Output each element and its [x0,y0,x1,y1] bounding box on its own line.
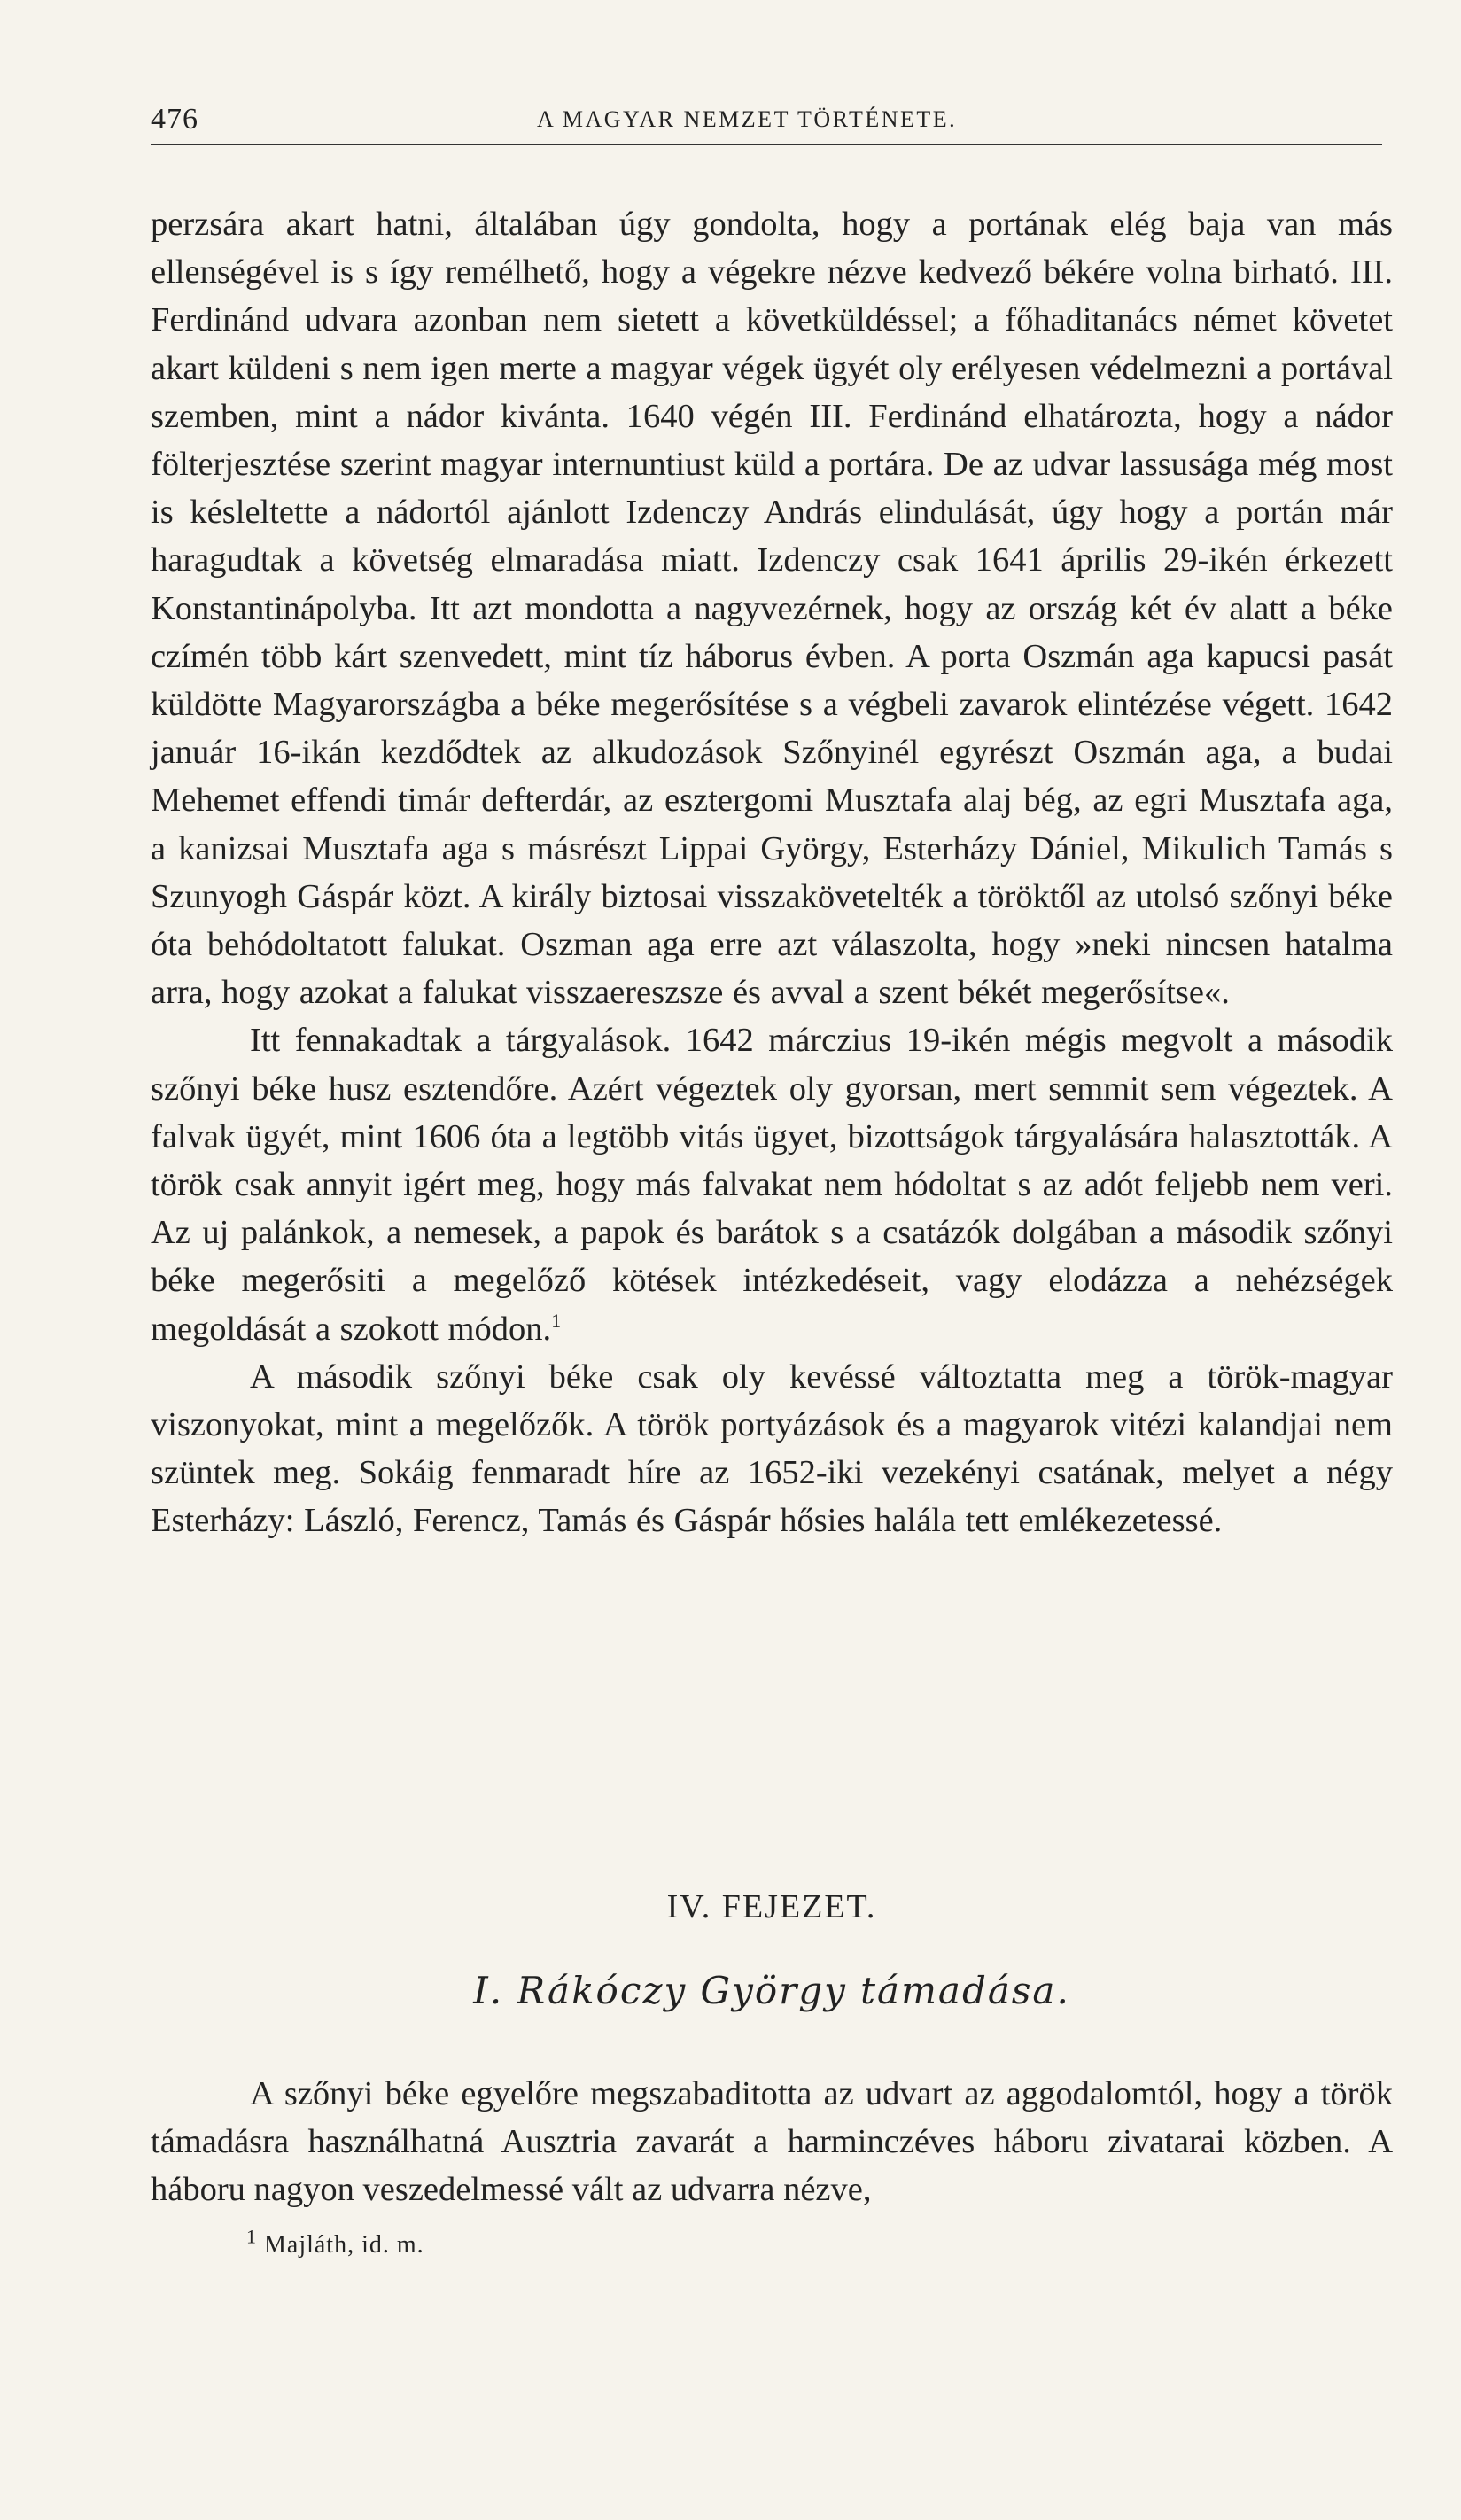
section-title: I. Rákóczy György támadása. [473,1969,1070,2012]
section-paragraph: A szőnyi béke egyelőre megszabaditotta az udvart az aggodalomtól, hogy a török támadásra használhatná Ausztria zavarát a harminczéves háboru zivatarai közben. A háboru nagyon veszedelmessé vált az udvarra nézve, [151,2075,1393,2209]
footnote-marker: 1 [246,2225,257,2248]
body-text [151,200,1393,1545]
paragraph-2 [151,1016,1393,1352]
paragraph-1: perzsára akart hatni, általában úgy gondolta, hogy a portának elég baja van más ellenségével is s így remélhető, hogy a végekre nézve kedvező békére volna birható. III. Ferdinánd udvara azonban nem sietett a követküldéssel; a főhaditanács német követet akart küldeni s nem igen merte a magyar végek ügyét oly erélyesen védelmezni a portával szemben, mint a nádor kivánta. 1640 végén III. Ferdinánd elhatározta, hogy a nádor fölterjesztése szerint magyar internuntiust küld a portára. De az udvar lassusága még most is késleltette a nádortól ajánlott Izdenczy András elindulását, úgy hogy a portán már haragudtak a követség elmaradása miatt. Izdenczy csak 1641 április 29-ikén érkezett Konstantinápolyba. Itt azt mondotta a nagyvezérnek, hogy az ország két év alatt a béke czímén több kárt szenvedett, mint tíz háborus évben. A porta Oszmán aga kapucsi pasát küldötte Magyarországba a béke megerősítése s a végbeli zavarok elintézése végett. 1642 január 16-ikán kezdődtek az alkudozások Szőnyinél egyrészt Oszmán aga, a budai Mehemet effendi timár defterdár, az esztergomi Musztafa alaj bég, az egri Musztafa aga, a kanizsai Musztafa aga s másrészt Lippai György, Esterházy Dániel, Mikulich Tamás s Szunyogh Gáspár közt. A király biztosai visszakövetelték a töröktől az utolsó szőnyi béke óta behódoltatott falukat. Oszman aga erre azt válaszolta, hogy »neki nincsen hatalma arra, hogy azokat a falukat visszaereszsze és avval a szent békét megerősítse«. [151,206,1393,1012]
paragraph-2-text: Itt fennakadtak a tárgyalások. 1642 márczius 19-ikén mégis megvolt a második szőnyi béke husz esztendőre. Azért végeztek oly gyorsan, mert semmit sem végeztek. A falvak ügyét, mint 1606 óta a legtöbb vitás ügyet, bizottságok tárgyalására halasztották. A török csak annyit igért meg, hogy más falvakat nem hódoltat s az adót feljebb nem veri. Az uj palánkok, a nemesek, a papok és barátok s a csatázók dolgában a második szőnyi béke megerősiti a megelőző kötések intézkedéseit, vagy elodázza a nehézségek megoldását a szokott módon. [151,1022,1393,1348]
page-number: 476 [151,103,198,136]
footnote-text: Majláth, id. m. [264,2231,424,2259]
footnote [246,2225,424,2259]
running-title: A MAGYAR NEMZET TÖRTÉNETE. [537,106,958,132]
footnote-reference: 1 [551,1309,562,1332]
paragraph-3: A második szőnyi béke csak oly kevéssé változtatta meg a török-magyar viszonyokat, mint a megelőzők. A török portyázások és a magyarok vitézi kalandjai nem szüntek meg. Sokáig fenmaradt híre az 1652-iki vezekényi csatának, melyet a négy Esterházy: László, Ferencz, Tamás és Gáspár hősies halála tett emlékezetessé. [151,1357,1393,1540]
page-header [151,96,1382,145]
chapter-heading: IV. FEJEZET. [666,1888,877,1925]
